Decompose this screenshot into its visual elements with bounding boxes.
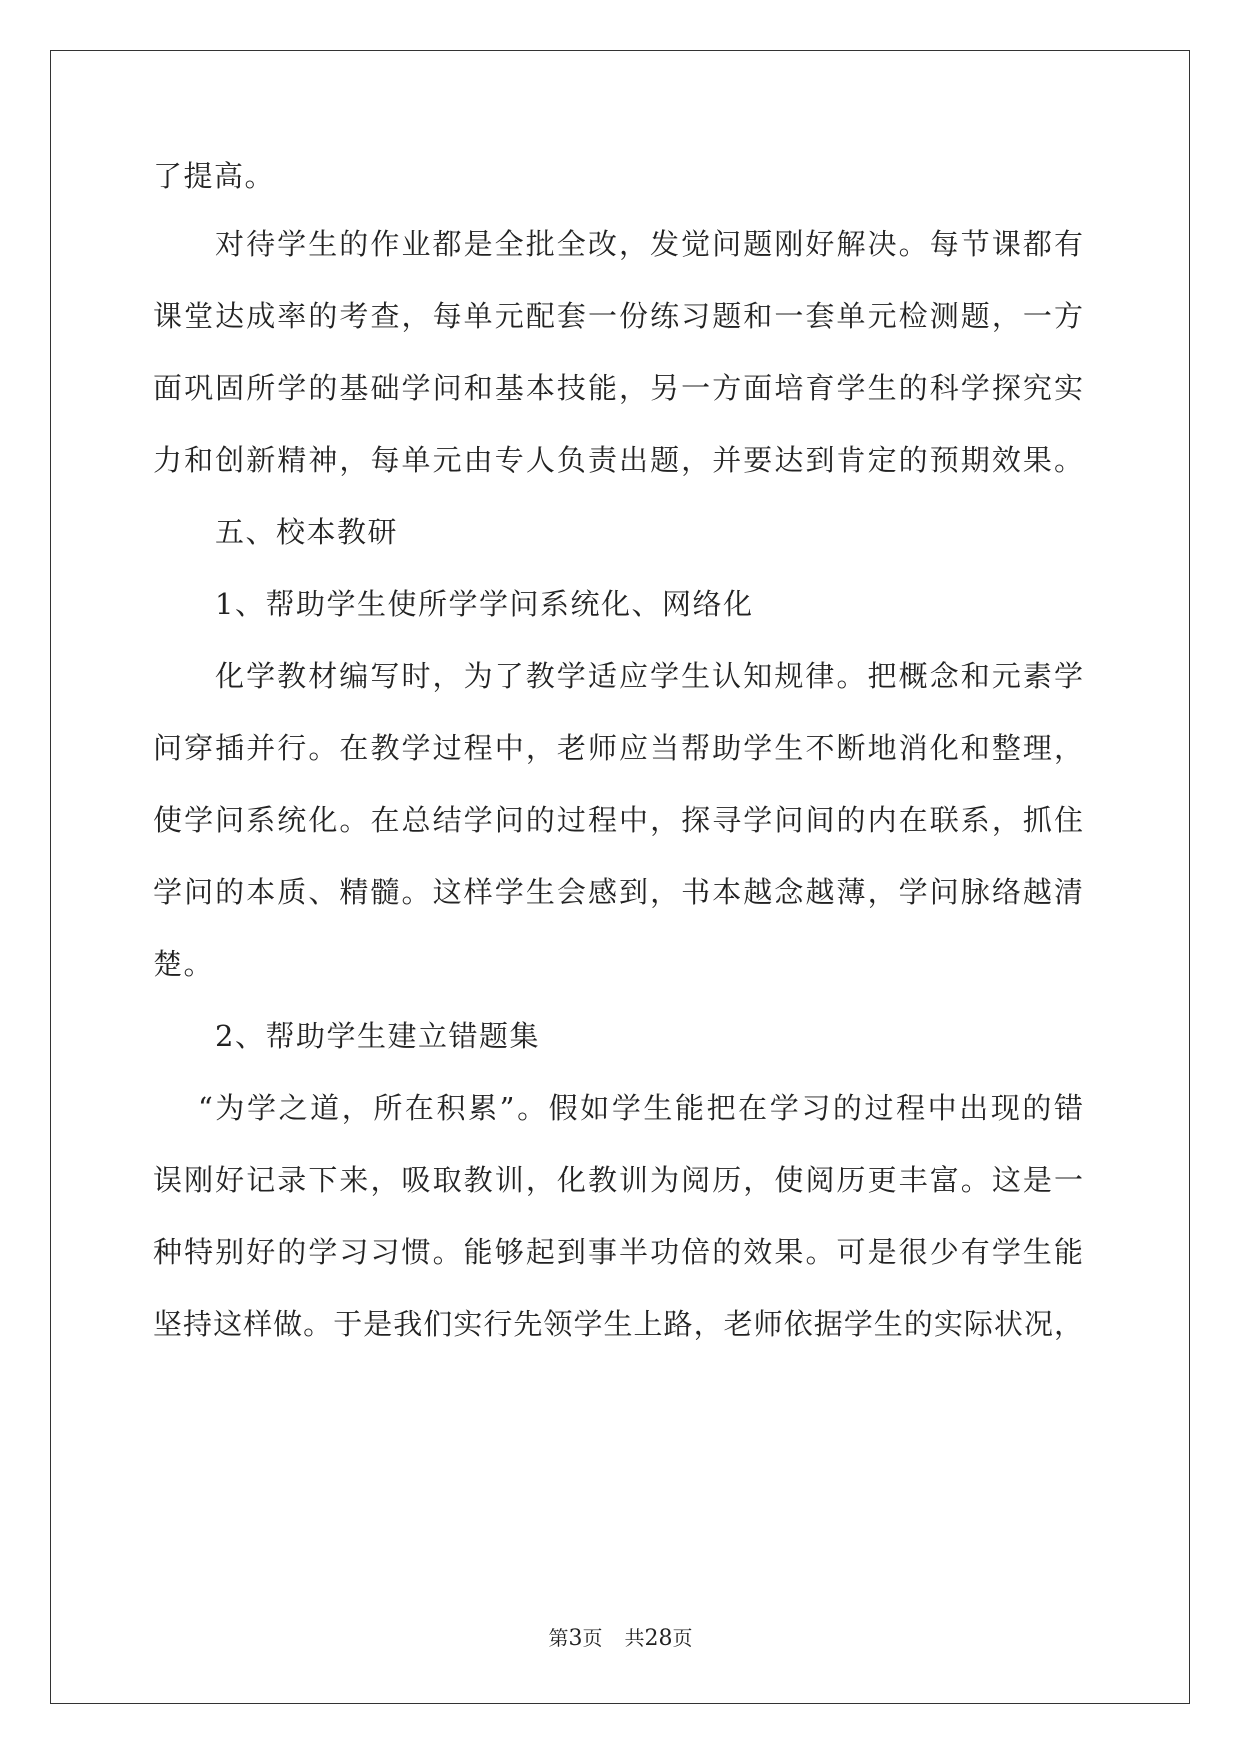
text-line-4: 面巩固所学的基础学问和基本技能，另一方面培育学生的科学探究实 <box>153 371 1083 405</box>
page-number: 3 <box>568 1626 583 1651</box>
text-line-16: 种特别好的学习习惯。能够起到事半功倍的效果。可是很少有学生能 <box>153 1235 1083 1269</box>
page-suffix: 页 <box>582 1626 603 1650</box>
text-line-5: 力和创新精神，每单元由专人负责出题，并要达到肯定的预期效果。 <box>153 443 1083 477</box>
total-pages: 28 <box>644 1626 673 1651</box>
text-line-14: “为学之道，所在积累”。假如学生能把在学习的过程中出现的错 <box>198 1091 1083 1125</box>
total-prefix: 共 <box>624 1626 645 1650</box>
text-line-1: 了提高。 <box>153 159 276 193</box>
text-line-12: 楚。 <box>153 947 215 981</box>
text-line-11: 学问的本质、精髓。这样学生会感到，书本越念越薄，学问脉络越清 <box>153 875 1083 909</box>
text-line-9: 问穿插并行。在教学过程中，老师应当帮助学生不断地消化和整理， <box>153 731 1083 765</box>
text-line-3: 课堂达成率的考查，每单元配套一份练习题和一套单元检测题，一方 <box>153 299 1083 333</box>
section-heading-5: 五、校本教研 <box>215 515 399 549</box>
text-line-2: 对待学生的作业都是全批全改，发觉问题刚好解决。每节课都有 <box>215 227 1083 261</box>
subheading-2: 2、帮助学生建立错题集 <box>215 1019 540 1053</box>
page-footer <box>0 1626 1241 1651</box>
text-line-8: 化学教材编写时，为了教学适应学生认知规律。把概念和元素学 <box>215 659 1083 693</box>
text-line-17: 坚持这样做。于是我们实行先领学生上路，老师依据学生的实际状况， <box>153 1307 1083 1341</box>
text-line-15: 误刚好记录下来，吸取教训，化教训为阅历，使阅历更丰富。这是一 <box>153 1163 1083 1197</box>
subheading-1: 1、帮助学生使所学学问系统化、网络化 <box>215 587 754 621</box>
page-prefix: 第 <box>548 1626 569 1650</box>
text-line-10: 使学问系统化。在总结学问的过程中，探寻学问间的内在联系，抓住 <box>153 803 1083 837</box>
total-suffix: 页 <box>672 1626 693 1650</box>
